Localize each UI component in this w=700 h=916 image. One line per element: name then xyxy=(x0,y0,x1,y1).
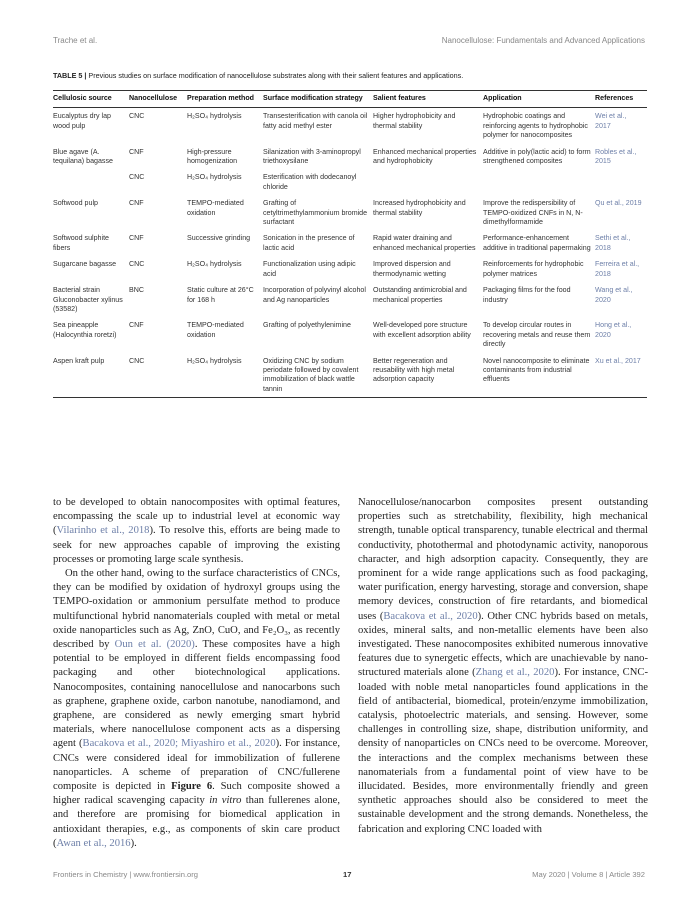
cell-method: Static culture at 26°C for 168 h xyxy=(187,286,254,304)
cell-strategy: Functionalization using adipic acid xyxy=(263,260,356,278)
cell-nanocellulose: CNF xyxy=(129,147,144,156)
cell-source: Softwood pulp xyxy=(53,199,98,208)
cell-nanocellulose: CNC xyxy=(129,260,145,269)
cell-source: Blue agave (A. tequilana) bagasse xyxy=(53,147,113,166)
text-run: ). For instance, CNCs were considered ideal for immobilization of fullerene nanoparticles. A scheme of preparation of CNC/fullerene composite is depicted in xyxy=(53,738,340,793)
paragraph xyxy=(53,567,340,851)
cell-reference-link[interactable]: Xu et al., 2017 xyxy=(595,353,647,398)
cell-method: Successive grinding xyxy=(187,234,251,243)
citation-link[interactable]: Zhang et al., 2020 xyxy=(475,667,555,679)
text-run: ). To resolve this, efforts are being made to seek for new approaches capable of improving the existing processes or promoting large scale synthesis. xyxy=(53,525,340,565)
header-salient-features: Salient features xyxy=(373,91,483,108)
cell-nanocellulose: CNC xyxy=(129,173,145,182)
cell-strategy: Grafting of cetyltrimethylammonium bromide surfactant xyxy=(263,199,368,227)
header-application: Application xyxy=(483,91,595,108)
page-number: 17 xyxy=(343,870,352,879)
body-column-left xyxy=(53,496,340,851)
text-run: than fullerenes alone, and therefore are promising for biomedical application in antioxidant therapies, e.g., as components of skin care product ( xyxy=(53,795,340,849)
cell-strategy: Grafting of polyethylenimine xyxy=(263,321,351,330)
cell-source: Bacterial strain Gluconobacter xylinus (53582) xyxy=(53,286,123,313)
cell-strategy: Sonication in the presence of lactic acid xyxy=(263,234,355,252)
cell-reference-link[interactable]: Sethi et al., 2018 xyxy=(595,234,631,252)
header-references: References xyxy=(595,91,647,108)
text-run: ). For instance, CNC-loaded with noble metal nanoparticles found applications in the field of antibacterial, biomedical, protein/enzyme immobilization, catalysis, photoelectric materials, and sensing. However, some challenges in controlling size, shape, distribution uniformity, and density of nanoparticles on CNCs need to be overcome. Moreover, the interactions and the complex mechanisms between these nanomaterials from a fundamental point of view have to be illucidated. Besides, more environmentally friendly and green synthetic approaches should also be considered to meet the sustainable development and the strong demands. Nonetheless, the fabrication and exploring CNC loaded with xyxy=(358,667,648,835)
table-row xyxy=(53,353,647,398)
cell-source xyxy=(53,169,129,195)
cell-source: Eucalyptus dry lap wood pulp xyxy=(53,112,111,130)
cell-method: H₂SO₄ hydrolysis xyxy=(187,260,242,269)
table-caption-label: TABLE 5 | xyxy=(53,71,87,80)
cell-strategy: Incorporation of polyvinyl alcohol and Ag nanoparticles xyxy=(263,286,366,304)
paragraph xyxy=(53,496,340,567)
table-caption-text: Previous studies on surface modification of nanocellulose substrates along with their salient features and applications. xyxy=(86,71,464,80)
cell-features: Well-developed pore structure with excellent adsorption ability xyxy=(373,321,471,339)
cell-features: Higher hydrophobicity and thermal stability xyxy=(373,112,456,130)
header-nanocellulose: Nanocellulose xyxy=(129,91,187,108)
cell-source: Sugarcane bagasse xyxy=(53,260,117,269)
citation-link[interactable]: Awan et al., 2016 xyxy=(56,837,131,849)
table-5 xyxy=(53,90,647,398)
cell-application: Hydrophobic coatings and reinforcing agents to hydrophobic polymer for nanocomposites xyxy=(483,112,588,140)
cell-features: Increased hydrophobicity and thermal stability xyxy=(373,199,466,217)
cell-method: High-pressure homogenization xyxy=(187,147,238,166)
cell-strategy: Esterification with dodecanoyl chloride xyxy=(263,173,357,191)
header-preparation-method: Preparation method xyxy=(187,91,263,108)
paragraph xyxy=(358,496,648,837)
running-header-title: Nanocellulose: Fundamentals and Advanced Applications xyxy=(441,36,645,45)
text-run: ). xyxy=(130,837,137,849)
cell-application: Improve the redispersibility of TEMPO-oxidized CNFs in N, N-dimethylformamide xyxy=(483,199,583,227)
italic-text: in vitro xyxy=(209,795,242,807)
header-surface-modification: Surface modification strategy xyxy=(263,91,373,108)
citation-link[interactable]: Bacakova et al., 2020 xyxy=(383,610,478,622)
cell-nanocellulose: CNF xyxy=(129,321,144,330)
header-cellulosic-source: Cellulosic source xyxy=(53,91,129,108)
cell-application: Reinforcements for hydrophobic polymer matrices xyxy=(483,260,584,278)
cell-source: Aspen kraft pulp xyxy=(53,353,129,398)
text-run: to be developed to obtain nanocomposites with optimal features, encompassing the scale up to industrial level at economic way ( xyxy=(53,497,340,537)
cell-method: H₂SO₄ hydrolysis xyxy=(187,112,242,121)
cell-reference-link[interactable] xyxy=(595,169,647,195)
text-run: ). Other CNC hybrids based on metals, oxides, mineral salts, and non-metallic elements have been also investigated. These nanocomposites exhibited numerous innovative features due to synergetic effects, which are unachievable by nano-structured materials alone ( xyxy=(358,610,648,679)
text-run: Nanocellulose/nanocarbon composites present outstanding properties such as stretchability, flexibility, high mechanical strength, tunable optical transparency, tunable electrical and thermal conductivity, photothermal and photodynamic activity, nanoporous character, and high adsorption capacity. Consequently, they are prominent for a wide range applications such as food packaging, water purification, energy harvesting, storage and conversion, shape memory devices, construction of fire retardants, and biomedical uses ( xyxy=(358,497,648,622)
citation-link[interactable]: Oun et al. (2020) xyxy=(114,639,195,651)
cell-strategy: Silanization with 3-aminopropyl triethoxysilane xyxy=(263,147,361,166)
cell-application: Performance-enhancement additive in traditional papermaking xyxy=(483,234,591,252)
citation-link[interactable]: Vilarinho et al., 2018 xyxy=(56,525,150,537)
footer-journal-link[interactable]: Frontiers in Chemistry | www.frontiersin.org xyxy=(53,870,199,879)
cell-reference-link[interactable]: Wang et al., 2020 xyxy=(595,286,633,304)
cell-features: Better regeneration and reusability with high metal adsorption capacity xyxy=(373,353,483,398)
cell-source: Sea pineapple (Halocynthia roretzi) xyxy=(53,321,117,339)
table-row xyxy=(53,317,647,352)
cell-source: Softwood sulphite fibers xyxy=(53,234,109,252)
cell-nanocellulose: CNF xyxy=(129,199,144,208)
cell-reference-link[interactable]: Ferreira et al., 2018 xyxy=(595,260,640,278)
table-row xyxy=(53,169,647,195)
cell-reference-link[interactable]: Hong et al., 2020 xyxy=(595,321,632,339)
table-row xyxy=(53,108,647,144)
cell-reference-link[interactable]: Qu et al., 2019 xyxy=(595,199,642,208)
cell-features: Enhanced mechanical properties and hydrophobicity xyxy=(373,147,477,166)
running-header-authors: Trache et al. xyxy=(53,36,98,45)
cell-nanocellulose: CNC xyxy=(129,353,187,398)
figure-reference[interactable]: Figure 6 xyxy=(171,781,213,793)
cell-application: Packaging films for the food industry xyxy=(483,286,571,304)
table-row xyxy=(53,282,647,317)
citation-link[interactable]: Bacakova et al., 2020; Miyashiro et al., 2020 xyxy=(82,738,276,750)
footer-issue-info: May 2020 | Volume 8 | Article 392 xyxy=(532,870,645,879)
text-run: . These composites have a high potential to be employed in different fields encompassing food packaging and other biotechnological applications. Nanocomposites, containing nanocellulose and nanocarbons such as graphene, graphene oxide, carbon nanotube, nanodiamond, and graphene, are considered as newly emerging smart hybrid materials, where nanocellulose component acts as a dispersing agent ( xyxy=(53,639,340,750)
cell-features: Rapid water draining and enhanced mechanical properties xyxy=(373,234,476,252)
cell-reference-link[interactable]: Wei et al., 2017 xyxy=(595,112,627,130)
table-caption xyxy=(53,71,653,80)
table-header-row xyxy=(53,91,647,108)
cell-strategy: Transesterification with canola oil fatty acid methyl ester xyxy=(263,112,368,130)
cell-method: H₂SO₄ hydrolysis xyxy=(187,173,242,182)
cell-nanocellulose: CNF xyxy=(129,234,144,243)
cell-strategy: Oxidizing CNC by sodium periodate followed by covalent immobilization of black wattle tannin xyxy=(263,353,373,398)
table-row xyxy=(53,195,647,230)
cell-features: Outstanding antimicrobial and mechanical properties xyxy=(373,286,467,304)
cell-application xyxy=(483,169,595,195)
cell-features xyxy=(373,169,483,195)
cell-application: Novel nanocomposite to eliminate contaminants from industrial effluents xyxy=(483,353,595,398)
table-row xyxy=(53,144,647,170)
text-run: . Such composite showed a higher radical scavenging capacity xyxy=(53,781,340,807)
cell-application: Additive in poly(lactic acid) to form strengthened composites xyxy=(483,147,591,166)
cell-reference-link[interactable]: Robles et al., 2015 xyxy=(595,147,637,166)
table-row xyxy=(53,230,647,256)
cell-nanocellulose: BNC xyxy=(129,286,144,295)
cell-nanocellulose: CNC xyxy=(129,112,145,121)
cell-method: TEMPO-mediated oxidation xyxy=(187,321,244,339)
cell-method: H₂SO₄ hydrolysis xyxy=(187,353,263,398)
cell-features: Improved dispersion and thermodynamic wetting xyxy=(373,260,451,278)
body-column-right xyxy=(358,496,648,837)
cell-method: TEMPO-mediated oxidation xyxy=(187,199,244,217)
table-row xyxy=(53,256,647,282)
cell-application: To develop circular routes in recovering metals and reuse them directly xyxy=(483,321,591,349)
text-run: On the other hand, owing to the surface characteristics of CNCs, they can be modified by oxidation of hydroxyl groups using the TEMPO-oxidation or ammonium persulfate method to produce multifunctional hybrid nanomaterials coupled with metal or metal oxide nanoparticles such as Ag, ZnO, CuO, and Fe₂O₃, as recently described by xyxy=(53,568,340,651)
